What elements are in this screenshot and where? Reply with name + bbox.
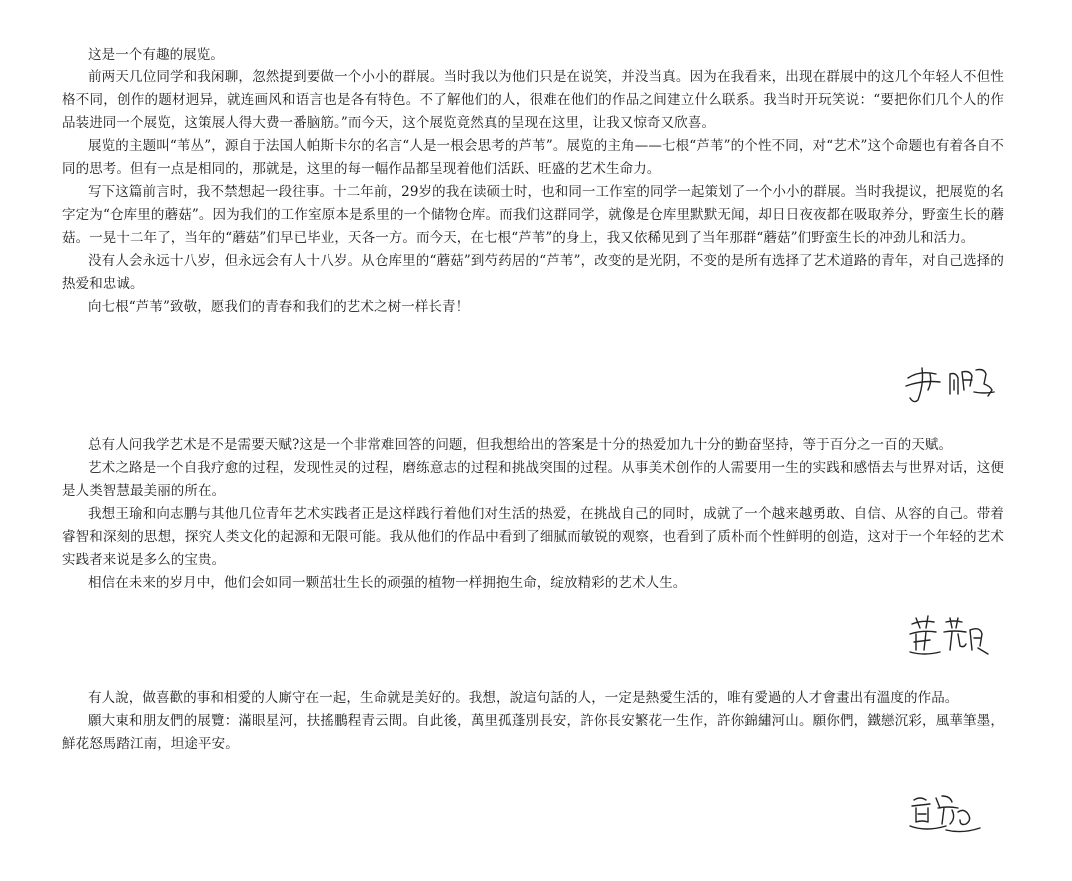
paragraph: 願大東和朋友們的展覽：滿眼星河，扶搖鵬程青云間。自此後，萬里孤蓬別長安，許你長安繁花一生作，許你錦繡河山。願你們，鐵戀沉彩，風華筆墨，鮮花怒馬踏江南，坦途平安。 <box>62 713 1004 752</box>
handwritten-signature-3 <box>906 790 986 836</box>
paragraph: 没有人会永远十八岁，但永远会有人十八岁。从仓库里的“蘑菇”到芍药居的“芦苇”，改变的是光阴，不变的是所有选择了艺术道路的青年，对自己选择的热爱和忠诚。 <box>62 253 1004 292</box>
preface-section-3 <box>62 687 1004 756</box>
paragraph: 这是一个有趣的展览。 <box>88 47 224 63</box>
paragraph: 相信在未来的岁月中，他们会如同一颗茁壮生长的顽强的植物一样拥抱生命，绽放精彩的艺术人生。 <box>88 575 687 591</box>
handwritten-signature-1 <box>900 360 1000 406</box>
paragraph: 前两天几位同学和我闲聊，忽然提到要做一个小小的群展。当时我以为他们只是在说笑，并没当真。因为在我看来，出现在群展中的这几个年轻人不但性格不同，创作的题材迥异，就连画风和语言也是各有特色。不了解他们的人，很难在他们的作品之间建立什么联系。我当时开玩笑说：“要把你们几个人的作品装进同一个展览，这策展人得大费一番脑筋。”而今天，这个展览竟然真的呈现在这里，让我又惊奇又欣喜。 <box>62 69 1004 131</box>
paragraph: 向七根“芦苇”致敬，愿我们的青春和我们的艺术之树一样长青！ <box>88 299 470 315</box>
paragraph: 总有人问我学艺术是不是需要天赋?这是一个非常难回答的问题，但我想给出的答案是十分的热爱加九十分的勤奋坚持，等于百分之一百的天赋。 <box>88 437 953 453</box>
preface-section-1 <box>62 44 1004 319</box>
paragraph: 艺术之路是一个自我疗愈的过程，发现性灵的过程，磨练意志的过程和挑战突围的过程。从事美术创作的人需要用一生的实践和感悟去与世界对话，这便是人类智慧最美丽的所在。 <box>62 460 1004 499</box>
paragraph: 我想王瑜和向志鹏与其他几位青年艺术实践者正是这样践行着他们对生活的热爱，在挑战自己的同时，成就了一个越来越勇敢、自信、从容的自己。带着睿智和深刻的思想，探究人类文化的起源和无限可能。我从他们的作品中看到了细腻而敏锐的观察，也看到了质朴而个性鲜明的创造，这对于一个年轻的艺术实践者来说是多么的宝贵。 <box>62 506 1004 568</box>
paragraph: 有人說，做喜歡的事和相愛的人廝守在一起，生命就是美好的。我想，說這句話的人，一定是熱愛生活的，唯有愛過的人才會畫出有溫度的作品。 <box>88 690 959 706</box>
paragraph: 写下这篇前言时，我不禁想起一段往事。十二年前，29岁的我在读硕士时，也和同一工作室的同学一起策划了一个小小的群展。当时我提议，把展览的名字定为“仓库里的蘑菇”。因为我们的工作室原本是系里的一个储物仓库。而我们这群同学，就像是仓库里默默无闻，却日日夜夜都在吸取养分，野蛮生长的蘑菇。一晃十二年了，当年的“蘑菇”们早已毕业，天各一方。而今天，在七根“芦苇”的身上，我又依稀见到了当年那群“蘑菇”们野蛮生长的冲劲儿和活力。 <box>62 184 1004 246</box>
preface-section-2 <box>62 434 1004 595</box>
handwritten-signature-2 <box>906 612 996 660</box>
paragraph: 展览的主题叫“苇丛”，源自于法国人帕斯卡尔的名言“人是一根会思考的芦苇”。展览的主角——七根“芦苇”的个性不同，对“艺术”这个命题也有着各自不同的思考。但有一点是相同的，那就是，这里的每一幅作品都呈现着他们活跃、旺盛的艺术生命力。 <box>62 138 1004 177</box>
